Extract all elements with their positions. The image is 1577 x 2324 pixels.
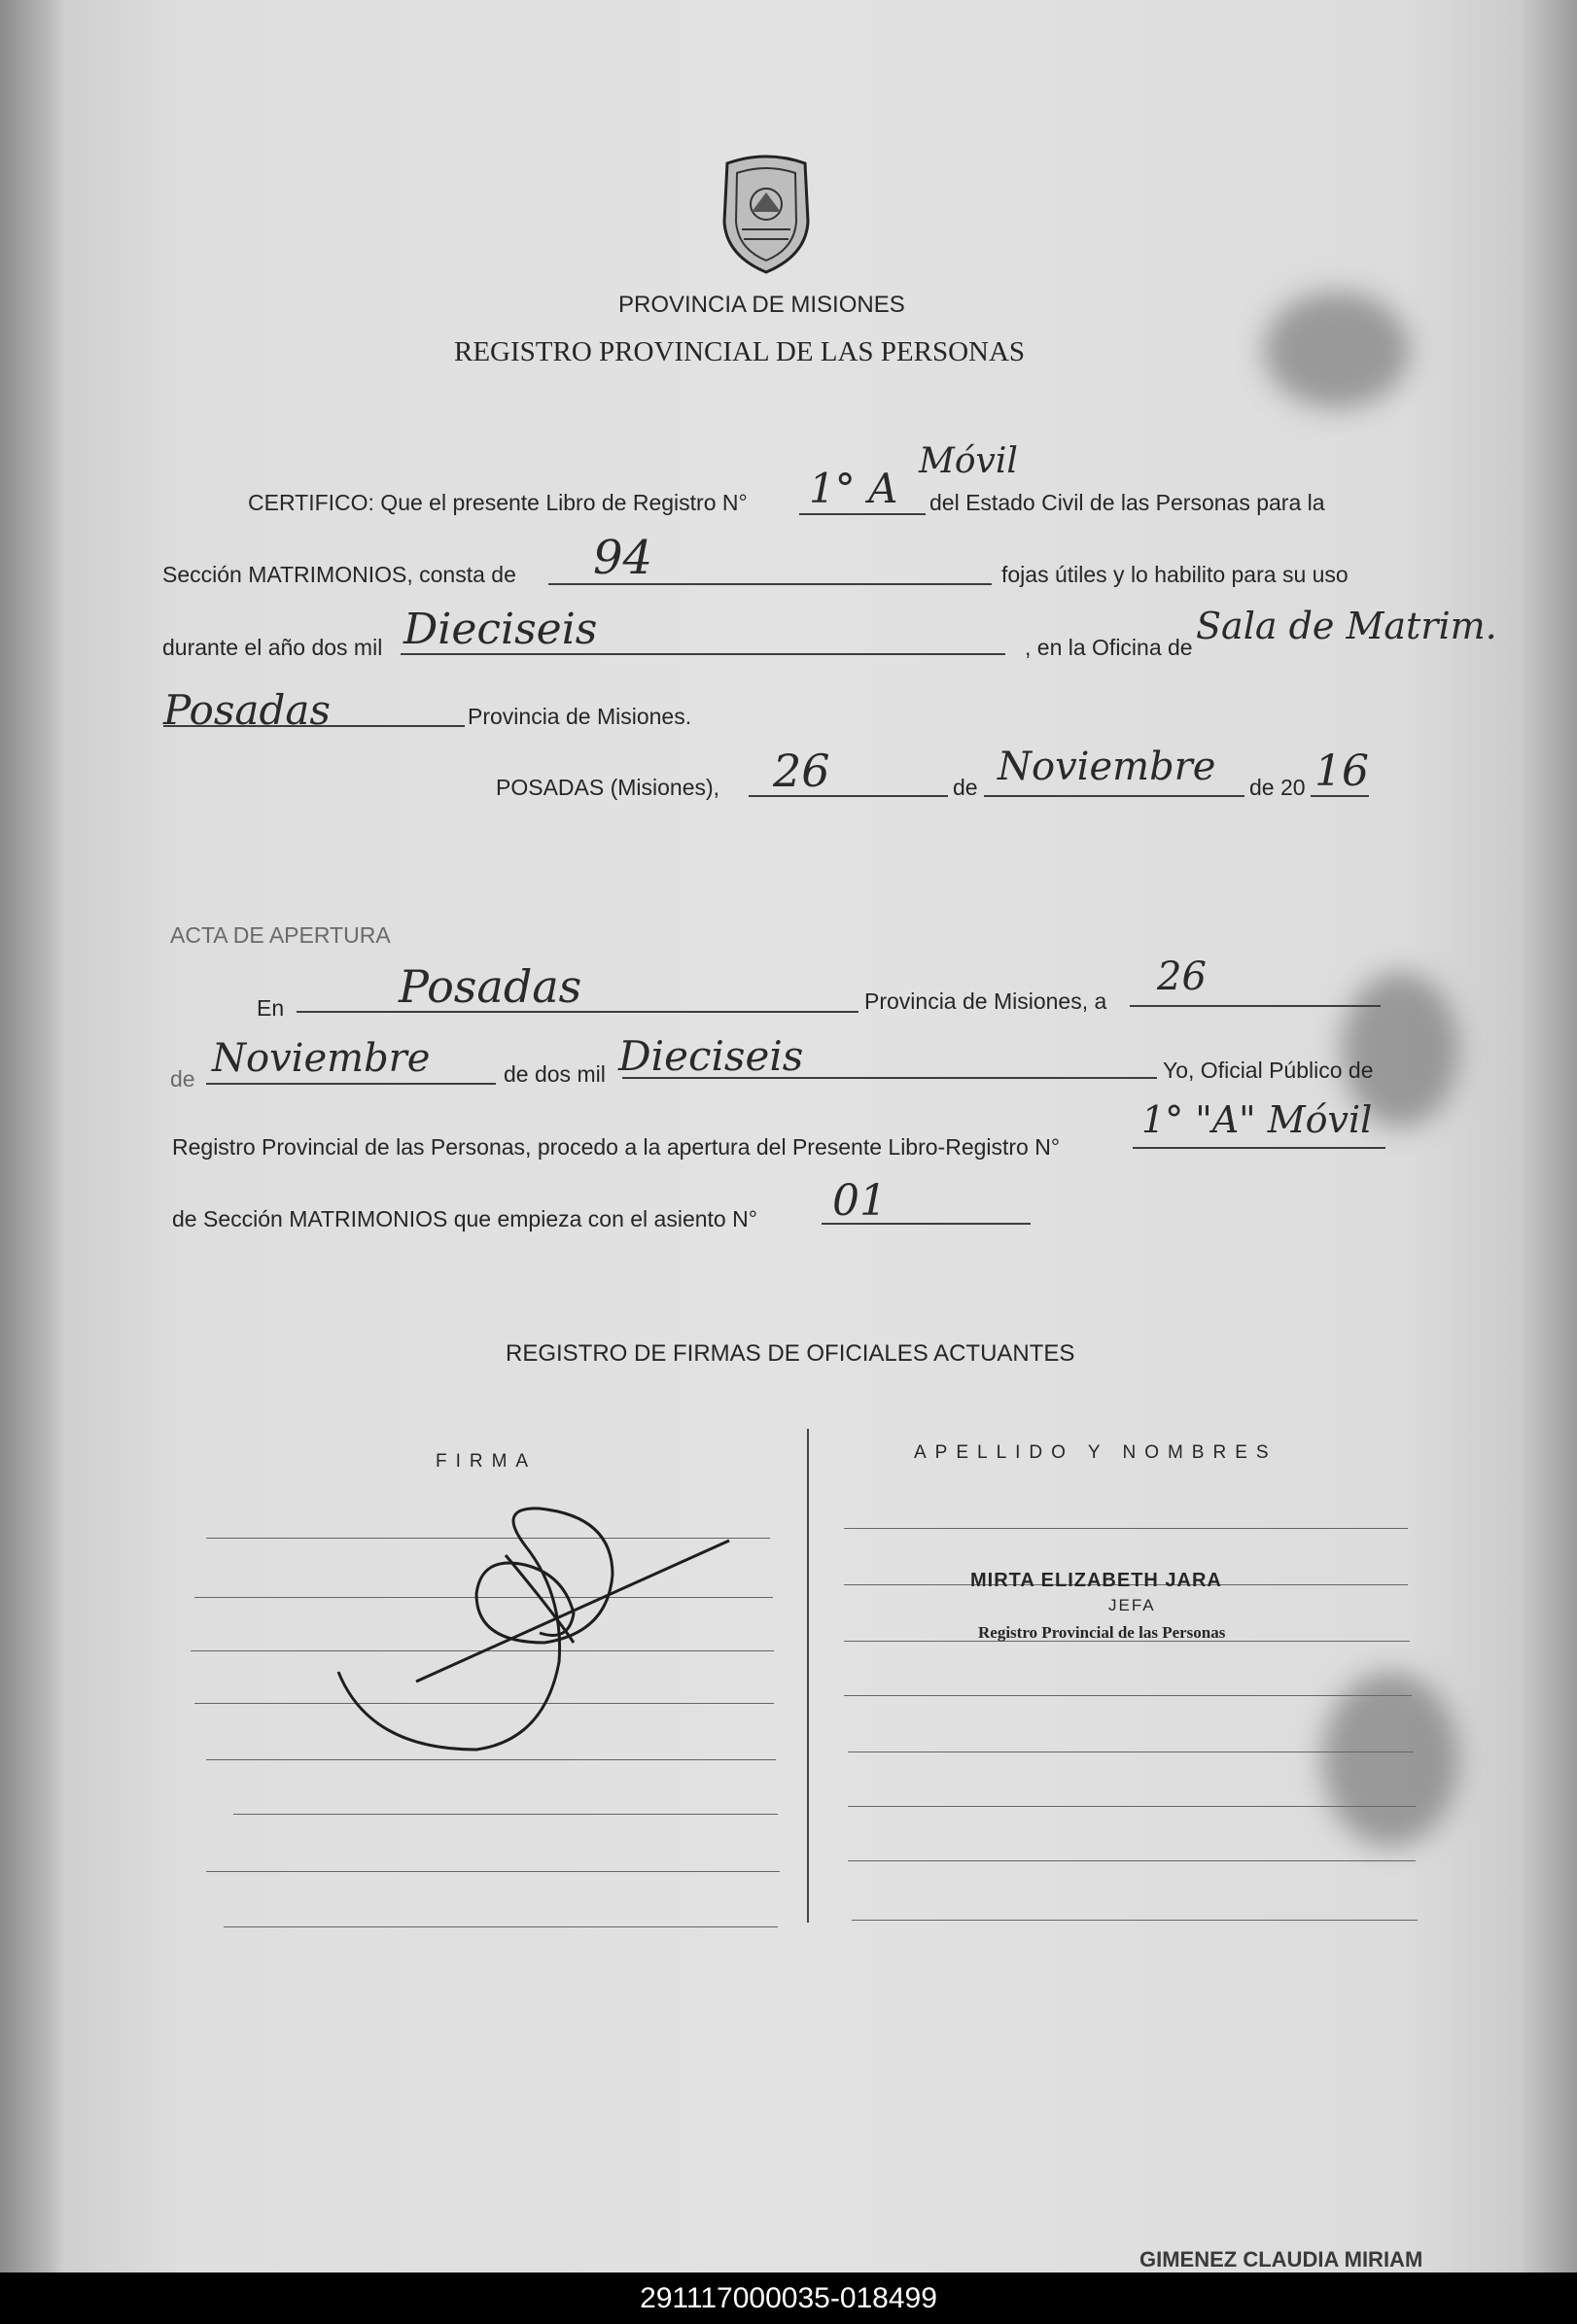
fojas-hand: 94	[593, 531, 653, 585]
opening-day-line	[1130, 1005, 1381, 1007]
cert-line2-b: fojas útiles y lo habilito para su uso	[1001, 562, 1349, 587]
stamp-role: JEFA	[1108, 1596, 1156, 1614]
cert-line3-a: durante el año dos mil	[162, 635, 383, 660]
entry-number-line	[822, 1223, 1031, 1225]
year-suffix-line	[1311, 795, 1369, 797]
sign-row-line	[206, 1871, 780, 1872]
date-prefix: POSADAS (Misiones),	[496, 775, 720, 800]
book-number-extra-hand: Móvil	[919, 441, 1018, 481]
opening-prov: Provincia de Misiones, a	[864, 989, 1107, 1014]
cert-line4-b: Provincia de Misiones.	[468, 704, 692, 729]
opening-de: de	[170, 1066, 195, 1092]
signatures-title: REGISTRO DE FIRMAS DE OFICIALES ACTUANTES	[506, 1340, 1075, 1367]
opening-line4: de Sección MATRIMONIOS que empieza con el asiento N°	[172, 1206, 757, 1231]
col-sign-header: FIRMA	[436, 1451, 538, 1472]
opening-dos-mil: de dos mil	[504, 1061, 606, 1087]
opening-official: Yo, Oficial Público de	[1163, 1058, 1374, 1083]
registry-heading: REGISTRO PROVINCIAL DE LAS PERSONAS	[454, 336, 1026, 367]
fojas-line	[548, 583, 992, 585]
opening-book-line	[1133, 1147, 1385, 1149]
opening-year-hand: Dieciseis	[618, 1032, 804, 1080]
opening-book-hand: 1° "A" Móvil	[1141, 1098, 1373, 1141]
stamp-org: Registro Provincial de las Personas	[978, 1623, 1226, 1642]
opening-year-line	[622, 1077, 1157, 1079]
opening-title: ACTA DE APERTURA	[170, 922, 391, 948]
stamp-name: MIRTA ELIZABETH JARA	[970, 1570, 1222, 1591]
book-number-line	[799, 513, 926, 515]
scan-code: 291117000035-018499	[640, 2282, 937, 2314]
sign-row-line	[233, 1814, 778, 1815]
opening-line3: Registro Provincial de las Personas, procedo a la apertura del Presente Libro-Registro N°	[172, 1134, 1061, 1160]
coat-of-arms-seal	[713, 154, 820, 275]
cert-line3-b: , en la Oficina de	[1025, 635, 1193, 660]
opening-month-line	[206, 1083, 496, 1085]
sign-row-line	[224, 1926, 778, 1927]
day-hand: 26	[773, 745, 830, 797]
month-line	[984, 795, 1244, 797]
page-right-edge	[1523, 0, 1577, 2272]
opening-en: En	[257, 995, 285, 1021]
year-suffix-hand: 16	[1314, 746, 1369, 796]
scan-smudge	[1264, 292, 1410, 408]
year-prefix: de 20	[1249, 775, 1306, 800]
opening-city-hand: Posadas	[399, 960, 582, 1013]
opening-day-hand: 26	[1157, 954, 1207, 999]
name-row-line	[848, 1806, 1416, 1807]
name-row-line	[844, 1528, 1408, 1529]
office-hand: Sala de Matrim.	[1196, 605, 1497, 647]
col-names-header: APELLIDO Y NOMBRES	[914, 1442, 1278, 1463]
handwritten-signature	[331, 1497, 758, 1769]
city-line	[163, 725, 465, 727]
day-line	[749, 795, 948, 797]
province-heading: PROVINCIA DE MISIONES	[618, 292, 905, 318]
cert-line1-b: del Estado Civil de las Personas para la	[929, 490, 1325, 515]
scan-code-bar	[0, 2272, 1577, 2324]
name-row-line	[852, 1920, 1418, 1921]
scan-smudge	[1322, 1672, 1458, 1847]
city-hand: Posadas	[163, 686, 331, 734]
name-row-line	[848, 1860, 1416, 1861]
date-de: de	[953, 775, 978, 800]
book-number-hand: 1° A	[809, 465, 898, 512]
opening-city-line	[297, 1011, 859, 1013]
month-hand: Noviembre	[998, 745, 1216, 789]
bottom-stamp: GIMENEZ CLAUDIA MIRIAM	[1139, 2247, 1423, 2272]
cert-line1-a: CERTIFICO: Que el presente Libro de Registro N°	[248, 490, 748, 515]
year-words-hand: Dieciseis	[403, 605, 598, 654]
column-divider	[807, 1429, 809, 1923]
cert-line2-a: Sección MATRIMONIOS, consta de	[162, 562, 516, 587]
name-row-line	[844, 1695, 1412, 1696]
page-left-edge	[0, 0, 64, 2272]
entry-number-hand: 01	[832, 1176, 887, 1226]
year-words-line	[401, 653, 1005, 655]
opening-month-hand: Noviembre	[212, 1036, 431, 1081]
